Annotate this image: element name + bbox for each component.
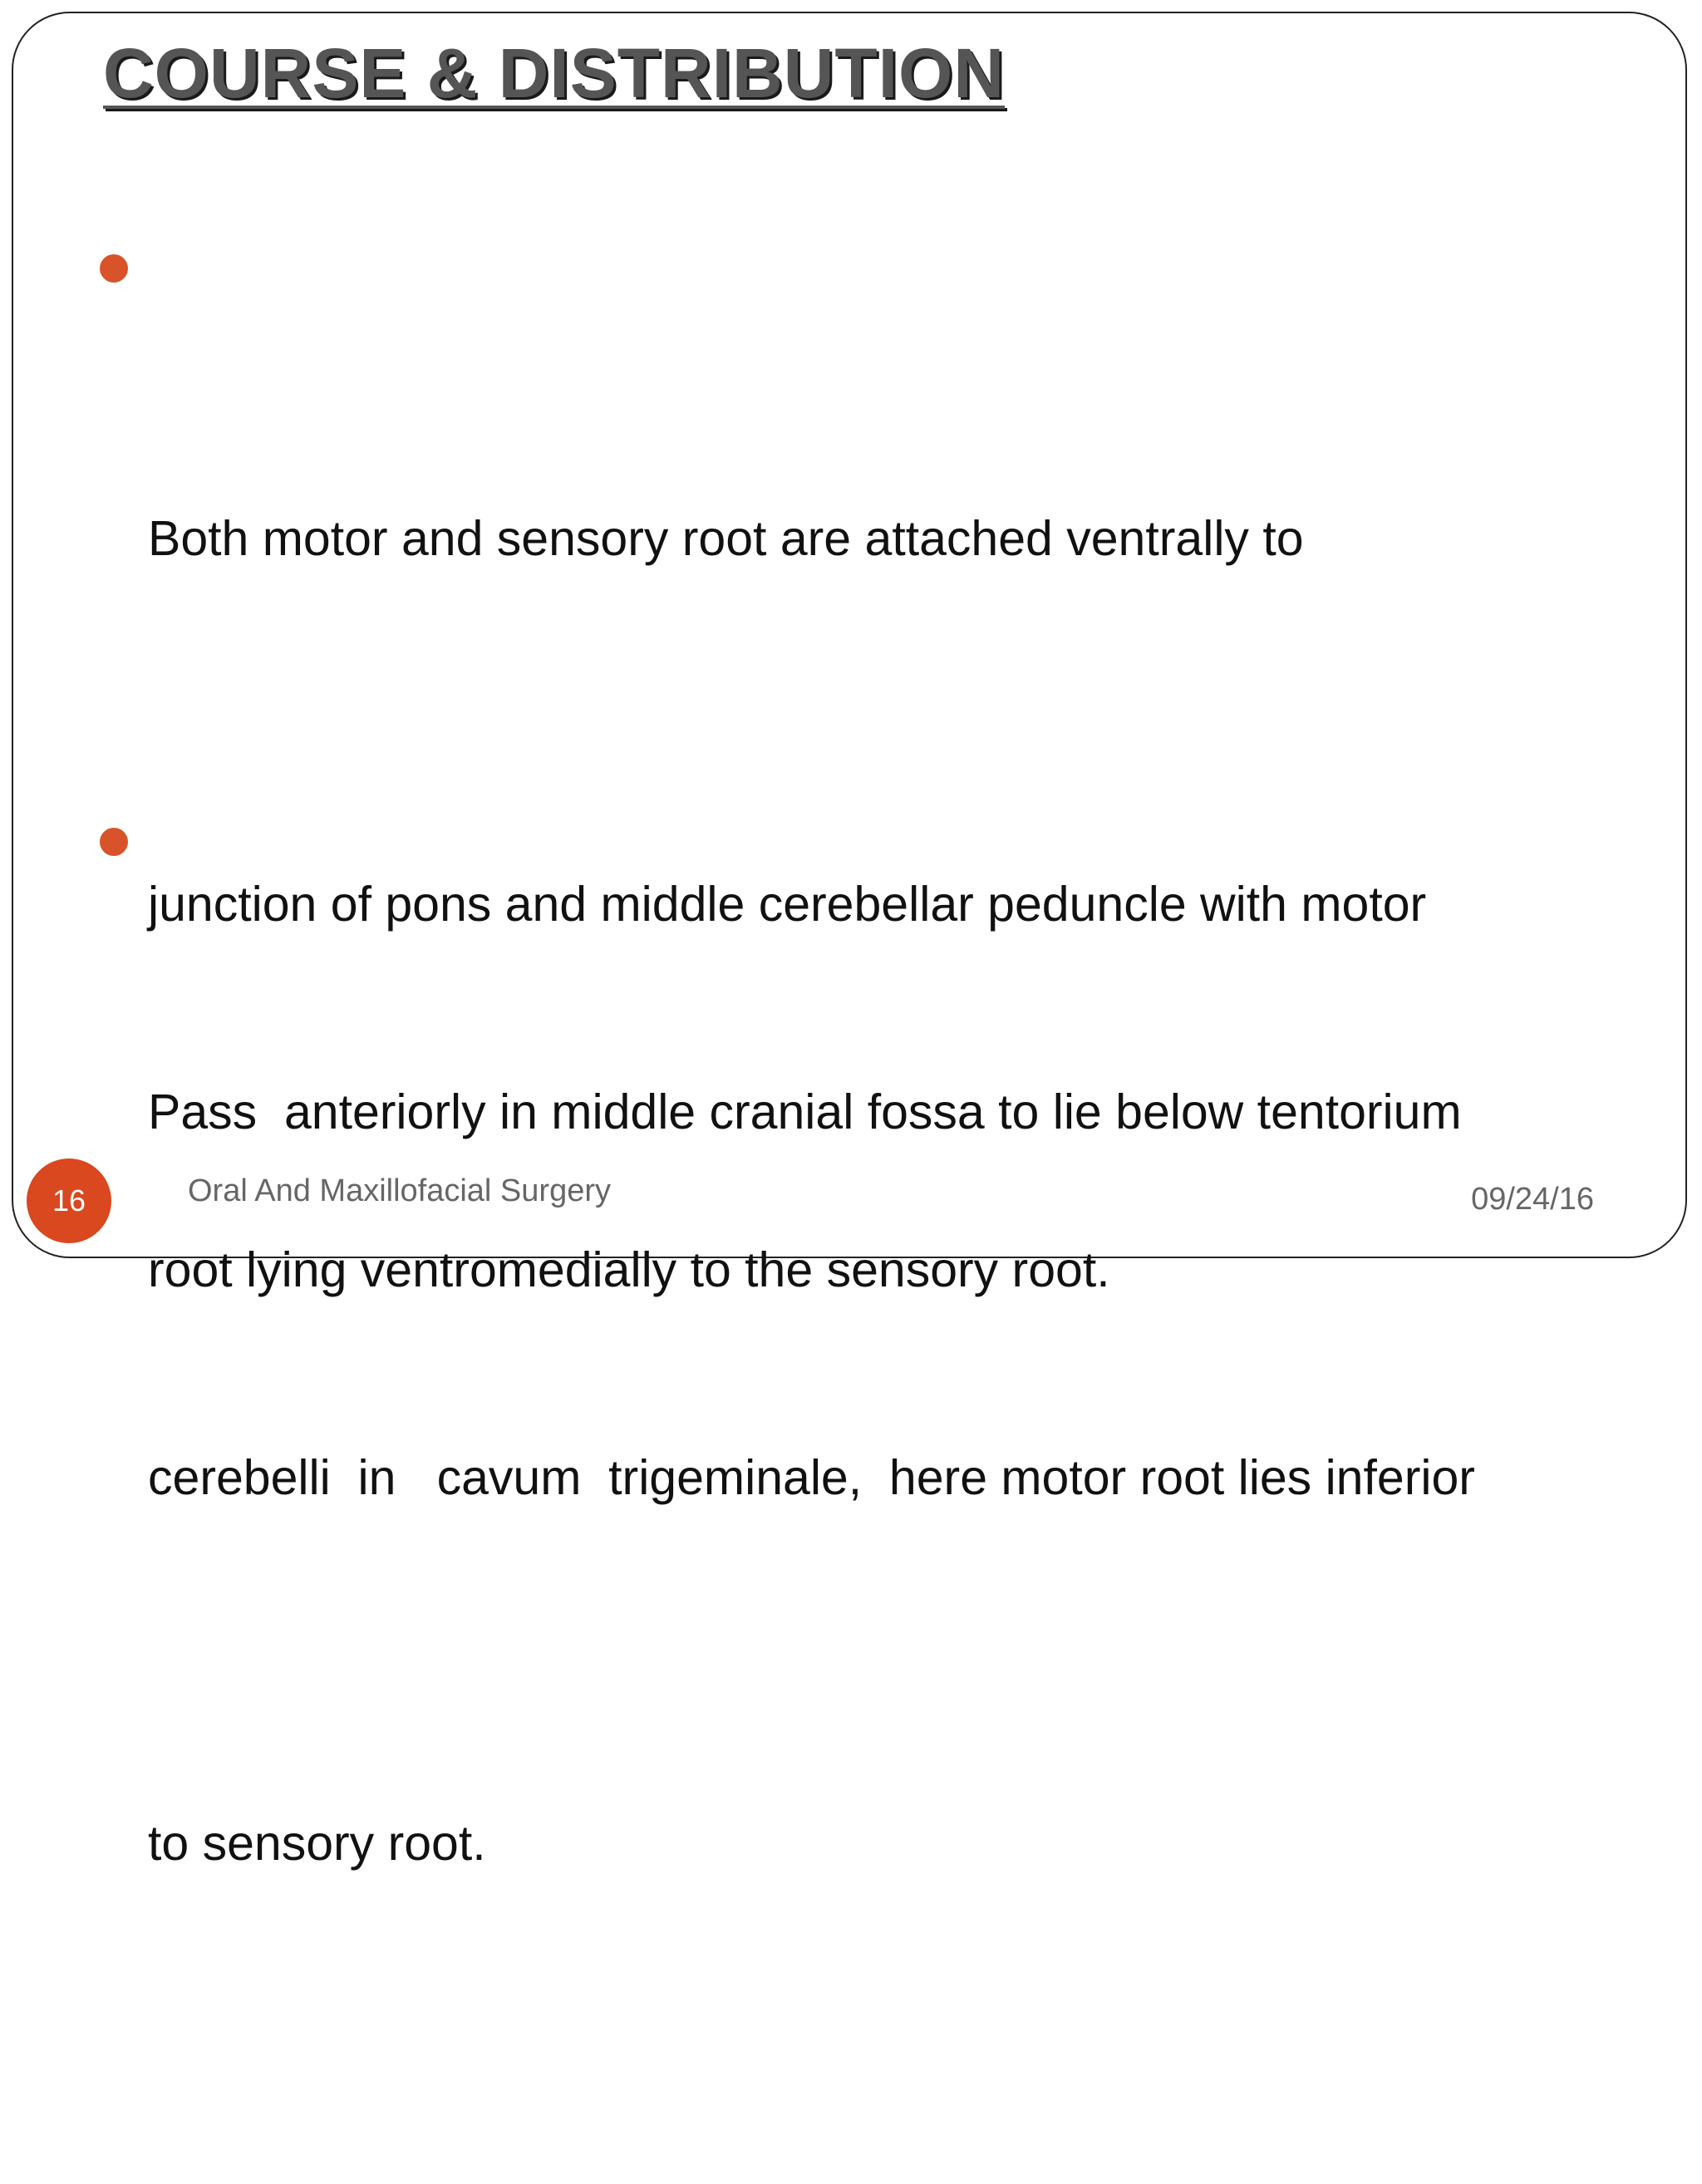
footer-course-name: Oral And Maxillofacial Surgery [188, 1173, 611, 1208]
bullet-line: junction of pons and middle cerebellar peduncle with motor [148, 877, 1427, 932]
bullet-line: to sensory root. [148, 1816, 486, 1871]
bullet-line: root lying ventromedially to the sensory root. [148, 1242, 1110, 1297]
footer-date: 09/24/16 [1471, 1182, 1594, 1217]
bullet-line: Pass anteriorly in middle cranial fossa to lie below tentorium [148, 1085, 1462, 1139]
bullet-line: cerebelli in cavum trigeminale, here motor root lies inferior [148, 1450, 1475, 1505]
bullet-dot-icon [100, 254, 128, 283]
bullet-dot-icon [100, 828, 128, 856]
bullet-line: Both motor and sensory root are attached ventrally to [148, 511, 1304, 566]
slide-title: COURSE & DISTRIBUTION [103, 34, 1006, 112]
bullet-text [148, 814, 1644, 2184]
page-number-badge: 16 [27, 1158, 111, 1243]
